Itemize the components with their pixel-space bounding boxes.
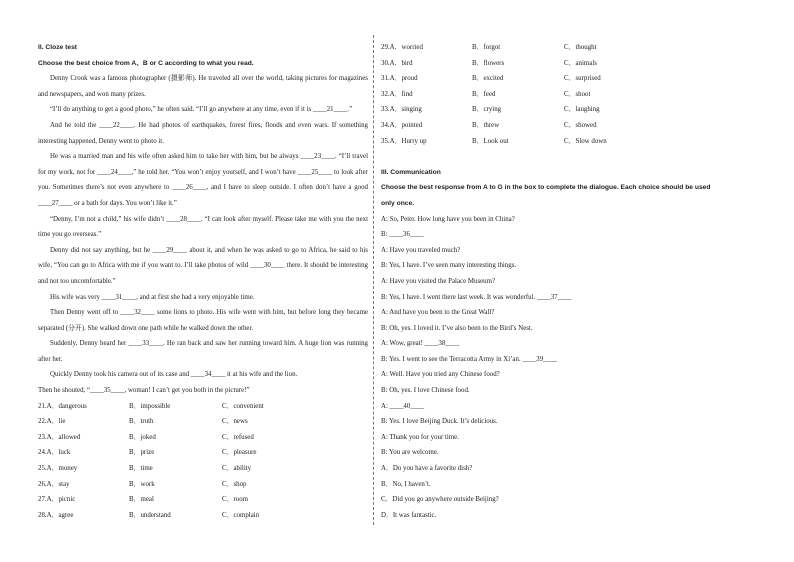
option-c[interactable]: C．shop — [222, 480, 247, 488]
communication-heading: III. Communication — [381, 168, 441, 176]
option-a[interactable]: A．worried — [389, 44, 423, 51]
dialogue-line: B: Yes, I have. I went there last week. It was wonderful. ____37____ — [381, 293, 572, 301]
right-column — [381, 40, 716, 523]
cloze-section — [38, 40, 368, 523]
option-b[interactable]: B．understand — [129, 511, 171, 519]
option-a[interactable]: A．money — [46, 465, 78, 473]
option-c[interactable]: C．news — [222, 418, 248, 426]
cloze-heading: II. Cloze test — [38, 44, 78, 51]
response-choice: B．No, I haven’t. — [381, 480, 431, 488]
dialogue-line: B: Yes. I went to see the Terracotta Army in Xi’an. ____39____ — [381, 355, 557, 363]
option-b[interactable]: B．work — [129, 480, 155, 488]
option-row: 35.A．Hurry up B．Look out C．Slow down — [381, 134, 716, 150]
dialogue-line: B: Yes, I have. I’ve seen many interesting things. — [381, 262, 517, 270]
option-b[interactable]: B．crying — [472, 106, 502, 114]
option-row: 23.A．allowed B．joked C．refused — [38, 430, 368, 446]
option-list — [38, 399, 368, 524]
cloze-instruction: Choose the best choice from A、B or C according to what you read. — [38, 59, 254, 67]
option-row: 32.A．find B．feed C．shoot — [381, 87, 716, 103]
option-a[interactable]: A．allowed — [46, 433, 81, 441]
option-c[interactable]: C．pleasure — [222, 449, 257, 457]
communication-instruction: Choose the best response from A to G in the box to complete the dialogue. Each choice should be used only once. — [381, 184, 711, 207]
option-a[interactable]: A．find — [389, 90, 413, 98]
option-a[interactable]: A．proud — [389, 75, 418, 83]
option-a[interactable]: A．picnic — [46, 496, 76, 504]
option-row: 27.A．picnic B．meal C．room — [38, 492, 368, 508]
option-a[interactable]: A．bird — [389, 59, 413, 67]
dialogue-line: B: You are welcome. — [381, 449, 439, 457]
option-c[interactable]: C．convenient — [222, 402, 264, 410]
option-c[interactable]: C．laughing — [564, 106, 600, 114]
column-divider — [373, 35, 374, 525]
option-a[interactable]: A．luck — [46, 449, 71, 457]
option-b[interactable]: B．time — [129, 465, 153, 473]
option-a[interactable]: A．dangerous — [46, 402, 87, 410]
option-a[interactable]: A．singing — [389, 106, 422, 114]
option-c[interactable]: C．ability — [222, 465, 252, 473]
cloze-paragraph: Then Denny went off to ____32____ some lions to photo. His wife went with him, but before long they became separated (分开). She walked down one path while he walked down the other. — [38, 309, 368, 332]
response-choice: C．Did you go anywhere outside Beijing? — [381, 496, 499, 504]
option-b[interactable]: B．meal — [129, 496, 154, 504]
dialogue-line: B: ____36____ — [381, 231, 424, 239]
cloze-paragraph: His wife was very ____31____, and at first she had a very enjoyable time. — [50, 293, 255, 301]
option-c[interactable]: C．shoot — [564, 90, 591, 98]
option-row: 22.A．lie B．truth C．news — [38, 414, 368, 430]
dialogue-line: A: Have you traveled much? — [381, 246, 461, 254]
dialogue-line: A: And have you been to the Great Wall? — [381, 309, 495, 317]
option-row: 21.A．dangerous B．impossible C．convenient — [38, 399, 368, 415]
dialogue-line: B: Yes. I love Beijing Duck. It’s delicious. — [381, 418, 498, 426]
spacer — [381, 149, 716, 165]
dialogue-line: A: Have you visited the Palace Museum? — [381, 277, 496, 285]
option-row: 24.A．luck B．prize C．pleasure — [38, 445, 368, 461]
cloze-paragraph: And he told the ____22____. He had photos of earthquakes, forest fires, floods and even wars. If something interesting happened, Denny went to photo it. — [38, 121, 368, 145]
option-c[interactable]: C．showed — [564, 121, 597, 129]
cloze-paragraph: “Denny, I’m not a child,” his wife didn’t ____28____. “I can look after myself. Please take me with you the next time you go overseas.” — [38, 215, 368, 239]
cloze-paragraph: Then he shouted, “____35____, woman! I can’t get you both in the picture!” — [38, 387, 250, 395]
option-b[interactable]: B．impossible — [129, 402, 171, 410]
option-a[interactable]: A．lie — [46, 418, 66, 426]
option-a[interactable]: A．stay — [46, 480, 70, 488]
option-row: 33.A．singing B．crying C．laughing — [381, 102, 716, 118]
option-c[interactable]: C．room — [222, 496, 249, 504]
option-c[interactable]: C．refused — [222, 433, 254, 441]
option-row: 28.A．agree B．understand C．complain — [38, 508, 368, 524]
option-a[interactable]: A．agree — [46, 511, 74, 519]
dialogue-line: A: Thank you for your time. — [381, 433, 459, 441]
cloze-paragraph: Quickly Denny took his camera out of its case and ____34____ it at his wife and the lion. — [50, 371, 298, 379]
cloze-paragraph: “I’ll do anything to get a good photo,” he often said. “I’ll go anywhere at any time, even if it is ____21____.” — [50, 106, 353, 114]
option-b[interactable]: B．feed — [472, 90, 496, 98]
option-b[interactable]: B．excited — [472, 75, 504, 83]
option-c[interactable]: C．complain — [222, 511, 260, 519]
option-b[interactable]: B．Look out — [472, 137, 509, 145]
dialogue-line: B: Oh, yes. I love Chinese food. — [381, 387, 470, 395]
response-choice: D．It was fantastic. — [381, 511, 437, 519]
option-c[interactable]: C．surprised — [564, 75, 601, 83]
option-c[interactable]: C．animals — [564, 59, 597, 67]
option-b[interactable]: B．flowers — [472, 59, 505, 67]
cloze-paragraph: Denny did not say anything, but he ____29____ about it, and when he was asked to go to Africa, he said to his wife, “You can go to Africa with me if you want to. I’ll take photos of wild ____30____ there. It should be interesting and not too uncomfortable.” — [38, 246, 368, 285]
response-choice: A．Do you have a favorite dish? — [381, 465, 473, 473]
option-row: 30.A．bird B．flowers C．animals — [381, 56, 716, 72]
option-list — [381, 40, 716, 149]
cloze-paragraph: Suddenly, Denny heard her ____33____. He ran back and saw her running toward him. A huge lion was running after her. — [38, 340, 368, 363]
option-b[interactable]: B．prize — [129, 449, 155, 457]
option-b[interactable]: B．threw — [472, 121, 500, 129]
option-b[interactable]: B．joked — [129, 433, 156, 441]
option-row: 31.A．proud B．excited C．surprised — [381, 71, 716, 87]
option-row: 29.A．worried B．forgot C．thought — [381, 40, 716, 56]
option-row: 25.A．money B．time C．ability — [38, 461, 368, 477]
communication-section — [381, 165, 716, 524]
dialogue-line: A: ____40____ — [381, 402, 425, 410]
option-a[interactable]: A．pointed — [389, 121, 423, 129]
dialogue-line: A: Wow, great! ____38____ — [381, 340, 460, 348]
dialogue-line: A: So, Peter. How long have you been in China? — [381, 215, 515, 223]
option-b[interactable]: B．forgot — [472, 44, 501, 51]
dialogue-line: B: Oh, yes. I loved it. I’ve also been to the Bird’s Nest. — [381, 324, 533, 332]
option-row: 34.A．pointed B．threw C．showed — [381, 118, 716, 134]
dialogue-line: A: Well. Have you tried any Chinese food? — [381, 371, 500, 379]
option-c[interactable]: C．Slow down — [564, 137, 607, 145]
option-b[interactable]: B．truth — [129, 418, 154, 426]
option-row: 26.A．stay B．work C．shop — [38, 477, 368, 493]
cloze-paragraph: He was a married man and his wife often asked him to take her with him, but he always ____23____. “I’ll travel for my work, not for ____24____,” he told her. “You won’t enjoy yourself, and I won’t have ____25____ to look after you. Sometimes there’s not even anywhere to ____26____, and I have to sleep outside. I often don’t have a good ____27____ or a bath for days. You won’t like it.” — [38, 153, 368, 207]
option-a[interactable]: A．Hurry up — [389, 137, 427, 145]
cloze-paragraph: Denny Crook was a famous photographer (摄影师). He traveled all over the world, taking pictures for magazines and newspapers, and won many prizes. — [38, 75, 368, 98]
option-c[interactable]: C．thought — [564, 44, 597, 51]
